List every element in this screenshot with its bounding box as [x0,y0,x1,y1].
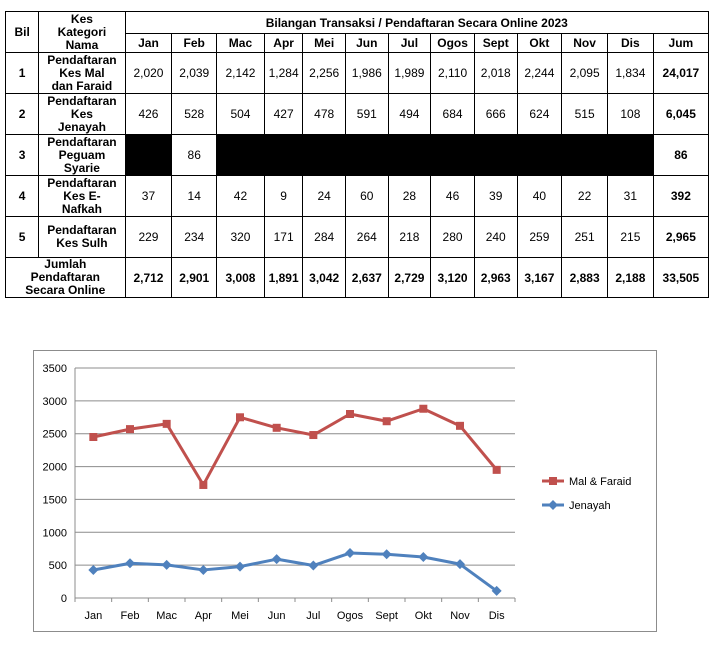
data-point-marker [493,466,501,474]
value-cell: 494 [388,94,431,135]
text-line: Pendaftaran [47,223,117,237]
value-cell: 478 [303,94,346,135]
data-point-marker [236,413,244,421]
value-cell: 2,095 [562,53,608,94]
data-point-marker [125,558,135,568]
text-line: Kes [70,106,93,121]
x-tick-label: Nov [450,610,470,622]
data-point-marker [346,410,354,418]
data-point-marker [126,425,134,433]
value-cell: 426 [125,94,172,135]
line-chart [34,351,656,631]
table-row [6,135,709,176]
header-row [6,12,709,34]
category-name [39,94,125,135]
month-header: Apr [264,34,302,53]
value-cell: 427 [264,94,302,135]
value-cell: 86 [172,135,217,176]
row-number: 3 [6,135,39,176]
row-total: 24,017 [653,53,708,94]
value-cell: 666 [474,94,517,135]
month-header: Jul [388,34,431,53]
table-row [6,53,709,94]
row-total: 86 [653,135,708,176]
text-line: Pendaftaran [47,134,117,149]
y-tick-label: 2500 [42,428,67,441]
month-header: Okt [517,34,562,53]
data-point-marker [163,420,171,428]
value-cell: 280 [431,217,475,258]
y-tick-label: 1000 [42,527,67,540]
total-header: Jum [653,34,708,53]
value-cell: 1,986 [345,53,388,94]
month-header: Sept [474,34,517,53]
registration-table [5,11,709,298]
table-row [6,217,709,258]
data-point-marker [88,565,98,575]
category-name [39,176,125,217]
x-tick-label: Apr [194,610,212,622]
value-cell: 22 [562,176,608,217]
month-header: Nov [562,34,608,53]
value-cell: 2,020 [125,53,172,94]
text-line: Nafkah [61,201,102,216]
total-value-cell: 2,901 [172,258,217,298]
value-cell: 229 [125,217,172,258]
data-point-marker [272,554,282,564]
legend-marker [548,500,558,510]
x-tick-label: Jul [306,610,321,622]
value-cell: 251 [562,217,608,258]
data-point-marker [382,549,392,559]
text-line: dan Faraid [51,78,113,93]
text-line: Jumlah [44,257,87,271]
text-line: Secara Online [25,283,106,297]
data-point-marker [418,552,428,562]
month-header: Jan [125,34,172,53]
row-number: 4 [6,176,39,217]
value-cell: 39 [474,176,517,217]
total-value-cell: 3,008 [217,258,265,298]
total-value-cell: 2,729 [388,258,431,298]
month-header: Ogos [431,34,475,53]
value-cell: 31 [607,176,653,217]
data-point-marker [456,422,464,430]
value-cell: 46 [431,176,475,217]
value-cell: 60 [345,176,388,217]
row-total: 6,045 [653,94,708,135]
row-number: 2 [6,94,39,135]
data-point-marker [383,417,391,425]
data-point-marker [162,560,172,570]
month-header: Dis [607,34,653,53]
y-tick-label: 3500 [42,363,67,375]
value-cell: 9 [264,176,302,217]
value-cell: 108 [607,94,653,135]
y-tick-label: 2000 [42,461,67,474]
text-line: Nama [65,37,99,52]
row-total: 392 [653,176,708,217]
value-cell: 42 [217,176,265,217]
data-point-marker [273,424,281,432]
value-cell: 284 [303,217,346,258]
text-line: Pendaftaran [47,52,117,67]
x-tick-label: Ogos [336,610,364,622]
series-line [93,553,496,591]
total-value-cell: 2,637 [345,258,388,298]
data-point-marker [308,561,318,571]
value-cell: 2,110 [431,53,475,94]
series-line [93,409,496,485]
x-tick-label: Okt [414,610,432,622]
value-cell: 320 [217,217,265,258]
value-cell: 215 [607,217,653,258]
data-point-marker [89,433,97,441]
total-value-cell: 2,712 [125,258,172,298]
row-total: 2,965 [653,217,708,258]
value-cell: 2,244 [517,53,562,94]
value-cell: 24 [303,176,346,217]
legend-label: Mal & Faraid [569,476,632,488]
value-cell: 1,284 [264,53,302,94]
line-chart-panel [33,350,657,632]
value-cell: 259 [517,217,562,258]
value-cell: 2,256 [303,53,346,94]
text-line: Pendaftaran [30,270,100,284]
month-header: Mei [303,34,346,53]
value-cell: 591 [345,94,388,135]
blacked-out-cell [125,135,172,176]
total-value-cell: 1,891 [264,258,302,298]
text-line: Kategori [57,24,107,39]
total-value-cell: 2,188 [607,258,653,298]
bil-header: Bil [6,12,39,53]
legend-marker [549,477,557,485]
table-row [6,176,709,217]
text-line: Syarie [63,160,100,175]
x-tick-label: Mei [231,610,249,622]
total-value-cell: 2,883 [562,258,608,298]
category-name [39,53,125,94]
y-tick-label: 500 [48,560,67,573]
category-header [39,12,125,53]
data-point-marker [345,548,355,558]
x-tick-label: Jan [84,610,103,622]
month-header: Feb [172,34,217,53]
value-cell: 28 [388,176,431,217]
value-cell: 2,039 [172,53,217,94]
blacked-out-cell [217,135,654,176]
value-cell: 504 [217,94,265,135]
totals-row [6,258,709,298]
value-cell: 240 [474,217,517,258]
text-line: Kes [70,11,93,26]
total-value-cell: 3,042 [303,258,346,298]
category-name [39,217,125,258]
value-cell: 218 [388,217,431,258]
month-header: Mac [217,34,265,53]
value-cell: 1,834 [607,53,653,94]
data-point-marker [198,565,208,575]
totals-label [6,258,126,298]
table-title: Bilangan Transaksi / Pendaftaran Secara Online 2023 [125,12,708,34]
category-name [39,135,125,176]
x-tick-label: Jun [267,610,286,622]
total-value-cell: 3,120 [431,258,475,298]
legend-label: Jenayah [569,500,611,512]
data-point-marker [199,481,207,489]
text-line: Peguam [58,147,106,162]
total-value-cell: 3,167 [517,258,562,298]
value-cell: 684 [431,94,475,135]
x-tick-label: Feb [120,610,140,622]
value-cell: 2,018 [474,53,517,94]
text-line: Pendaftaran [47,175,117,190]
value-cell: 37 [125,176,172,217]
text-line: Pendaftaran [47,93,117,108]
y-tick-label: 3000 [42,395,67,408]
value-cell: 14 [172,176,217,217]
x-tick-label: Sept [375,610,398,622]
x-tick-label: Mac [156,610,178,622]
value-cell: 515 [562,94,608,135]
y-tick-label: 1500 [42,494,67,507]
y-tick-label: 0 [60,593,67,605]
data-point-marker [309,431,317,439]
data-point-marker [235,562,245,572]
text-line: Jenayah [57,119,106,134]
table-row [6,94,709,135]
row-number: 5 [6,217,39,258]
value-cell: 1,989 [388,53,431,94]
total-value-cell: 2,963 [474,258,517,298]
value-cell: 40 [517,176,562,217]
text-line: Kes Sulh [56,236,108,250]
value-cell: 624 [517,94,562,135]
value-cell: 171 [264,217,302,258]
value-cell: 2,142 [217,53,265,94]
value-cell: 234 [172,217,217,258]
data-point-marker [419,405,427,413]
month-header: Jun [345,34,388,53]
text-line: Kes Mal [59,65,105,80]
row-number: 1 [6,53,39,94]
grand-total: 33,505 [653,258,708,298]
registration-table-container [5,11,709,297]
x-tick-label: Dis [488,610,505,622]
value-cell: 264 [345,217,388,258]
value-cell: 528 [172,94,217,135]
text-line: Kes E- [63,188,101,203]
